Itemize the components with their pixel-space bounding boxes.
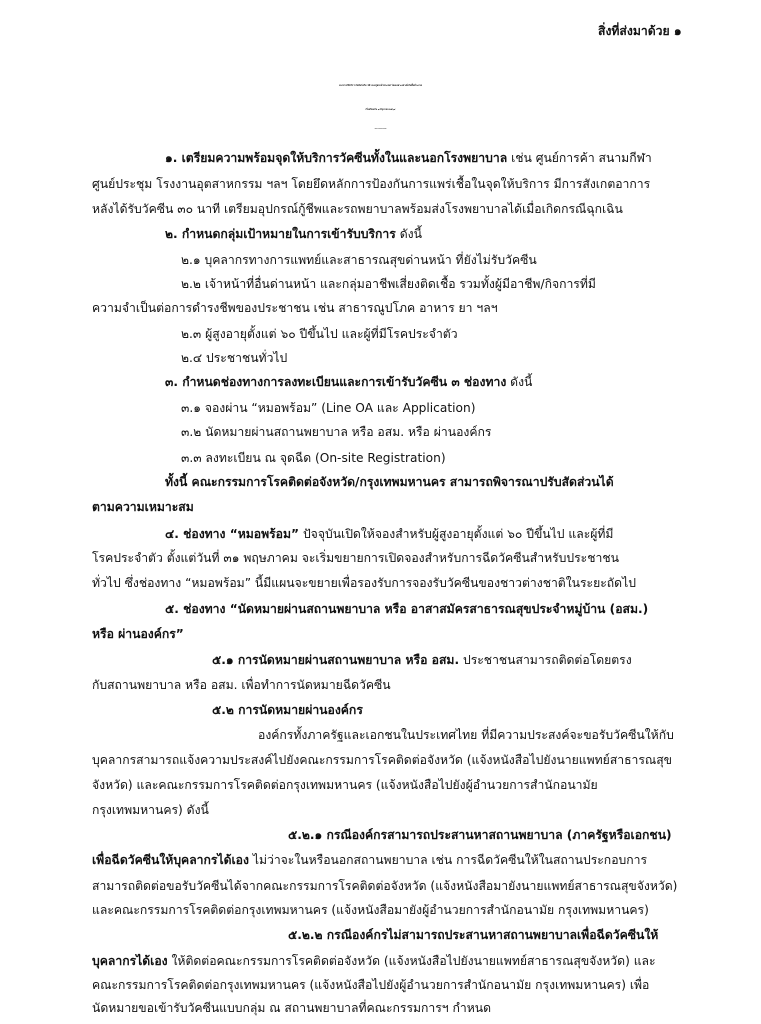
section-5-1-line-1 [212,650,632,670]
section-3-line [165,372,532,392]
section-4-line-1 [165,524,613,544]
document-title-line-1: แนวทางให้บริการวัคซีนโควิด 19 แบบปูพรมทั่วประเทศ โดยเฉพาะอย่างยิ่งในพื้นที่ระบาด [338,84,423,88]
section-1-line-2: ศูนย์ประชุม โรงงานอุตสาหกรรม ฯลฯ โดยยึดหลักการป้องกันการแพร่เชื้อในจุดให้บริการ มีการสังเกตอาการ [92,176,651,191]
item-3-2: ๓.๒ นัดหมายผ่านสถานพยาบาล หรือ อสม. หรือ ผ่านองค์กร [181,425,492,440]
section-5-2-1-heading-line-2: เพื่อฉีดวัคซีนให้บุคลากรได้เอง [92,853,249,868]
section-5-2-heading: ๕.๒ การนัดหมายผ่านองค์กร [212,703,363,718]
section-1-line-3: หลังได้รับวัคซีน ๓๐ นาที เตรียมอุปกรณ์กู้ชีพและรถพยาบาลพร้อมส่งโรงพยาบาลได้เมื่อเกิดกรณีฉุกเฉิน [92,201,623,216]
item-2-3: ๒.๓ ผู้สูงอายุตั้งแต่ ๖๐ ปีขึ้นไป และผู้ที่มีโรคประจำตัว [181,326,458,341]
item-2-1: ๒.๑ บุคลากรทางการแพทย์และสาธารณสุขด่านหน้า ที่ยังไม่รับวัคซีน [181,252,537,267]
section-3-note-line-1: ทั้งนี้ คณะกรรมการโรคติดต่อจังหวัด/กรุงเทพมหานคร สามารถพิจารณาปรับสัดส่วนได้ [165,474,614,489]
section-3-heading-suffix: ดังนี้ [510,375,533,390]
section-5-2-line-1: องค์กรทั้งภาครัฐและเอกชนในประเทศไทย ที่มีความประสงค์จะขอรับวัคซีนให้กับ [258,728,674,743]
section-5-2-2-line-3: คณะกรรมการโรคติดต่อกรุงเทพมหานคร (แจ้งหนังสือไปยังผู้อำนวยการสำนักอนามัย กรุงเทพมหานคร) เพื่อ [92,978,650,992]
section-5-2-1-line-2 [92,850,647,870]
section-5-2-2-line-4: นัดหมายขอเข้ารับวัคซีนแบบกลุ่ม ณ สถานพยาบาลที่คณะกรรมการฯ กำหนด [92,1001,492,1016]
title-rule: ------------- [374,126,387,130]
section-5-1-line-2: กับสถานพยาบาล หรือ อสม. เพื่อทำการนัดหมายฉีดวัคซีน [92,677,391,692]
section-5-1-heading: ๕.๑ การนัดหมายผ่านสถานพยาบาล หรือ อสม. [212,653,460,668]
section-5-2-2-heading-line-2: บุคลากรได้เอง [92,953,168,968]
item-3-1: ๓.๑ จองผ่าน “หมอพร้อม” (Line OA และ Application) [181,400,476,415]
item-3-3: ๓.๓ ลงทะเบียน ณ จุดฉีด (On-site Registration) [181,450,446,465]
section-5-2-2-line-2-text: ให้ติดต่อคณะกรรมการโรคติดต่อจังหวัด (แจ้งหนังสือไปยังนายแพทย์สาธารณสุขจังหวัด) และ [171,953,656,968]
item-2-2-line-1: ๒.๒ เจ้าหน้าที่อื่นด่านหน้า และกลุ่มอาชีพเสี่ยงติดเชื้อ รวมทั้งผู้มีอาชีพ/กิจการที่มี [181,276,596,291]
item-2-2-line-2: ความจำเป็นต่อการดำรงชีพของประชาชน เช่น สาธารณูปโภค อาหาร ยา ฯลฯ [92,301,498,316]
section-5-2-1-line-2-text: ไม่ว่าจะในหรือนอกสถานพยาบาล เช่น การฉีดวัคซีนให้ในสถานประกอบการ [252,853,648,868]
document-title-line-2: เริ่มพร้อมกัน ๗ มิถุนายน ๒๕๖๔ [365,108,396,112]
section-5-2-2-heading-line-1: ๕.๒.๒ กรณีองค์กรไม่สามารถประสานหาสถานพยาบาลเพื่อฉีดวัคซีนให้ [288,928,659,943]
section-3-heading: ๓. กำหนดช่องทางการลงทะเบียนและการเข้ารับวัคซีน ๓ ช่องทาง [165,375,507,390]
section-2-heading-suffix: ดังนี้ [399,227,422,242]
section-4-line-3: ทั่วไป ซึ่งช่องทาง “หมอพร้อม” นี้มีแผนจะขยายเพื่อรองรับการจองรับวัคซีนของชาวต่างชาติในระยะถัดไป [92,576,636,591]
section-3-note-line-2: ตามความเหมาะสม [92,500,194,515]
section-5-2-line-2: บุคลากรสามารถแจ้งความประสงค์ไปยังคณะกรรมการโรคติดต่อจังหวัด (แจ้งหนังสือไปยังนายแพทย์สาธารณสุข [92,752,673,767]
section-4-line-1-text: ปัจจุบันเปิดให้จองสำหรับผู้สูงอายุตั้งแต่ ๖๐ ปีขึ้นไป และผู้ที่มี [302,526,614,541]
section-1-heading: ๑. เตรียมความพร้อมจุดให้บริการวัคซีนทั้งในและนอกโรงพยาบาล [165,151,508,166]
section-4-line-2: โรคประจำตัว ตั้งแต่วันที่ ๓๑ พฤษภาคม จะเริ่มขยายการเปิดจองสำหรับการฉีดวัคซีนสำหรับประชาชน [92,550,619,565]
section-2-heading: ๒. กำหนดกลุ่มเป้าหมายในการเข้ารับบริการ [165,227,396,242]
section-1-line-1 [165,148,652,168]
attachment-label: สิ่งที่ส่งมาด้วย ๑ [598,24,682,39]
section-2-line [165,224,422,244]
section-5-2-2-line-2 [92,951,656,971]
section-5-2-line-4: กรุงเทพมหานคร) ดังนี้ [92,802,209,817]
section-5-1-line-1-text: ประชาชนสามารถติดต่อโดยตรง [462,653,632,668]
section-4-heading: ๔. ช่องทาง “หมอพร้อม” [165,526,300,541]
item-2-4: ๒.๔ ประชาชนทั่วไป [181,351,288,366]
section-5-heading-line-2: หรือ ผ่านองค์กร” [92,627,184,641]
section-5-2-1-heading-line-1: ๕.๒.๑ กรณีองค์กรสามารถประสานหาสถานพยาบาล (ภาครัฐหรือเอกชน) [288,827,672,842]
section-5-2-1-line-3: สามารถติดต่อขอรับวัคซีนได้จากคณะกรรมการโรคติดต่อจังหวัด (แจ้งหนังสือมายังนายแพทย์สาธารณสุขจังหวัด) [92,878,678,893]
section-5-2-line-3: จังหวัด) และคณะกรรมการโรคติดต่อกรุงเทพมหานคร (แจ้งหนังสือไปยังผู้อำนวยการสำนักอนามัย [92,778,598,793]
section-5-heading-line-1: ๕. ช่องทาง “นัดหมายผ่านสถานพยาบาล หรือ อาสาสมัครสาธารณสุขประจำหมู่บ้าน (อสม.) [165,601,649,616]
section-5-2-1-line-4: และคณะกรรมการโรคติดต่อกรุงเทพมหานคร (แจ้งหนังสือมายังผู้อำนวยการสำนักอนามัย กรุงเทพมหานคร) [92,902,649,917]
section-1-line-1-text: เช่น ศูนย์การค้า สนามกีฬา [511,151,652,166]
